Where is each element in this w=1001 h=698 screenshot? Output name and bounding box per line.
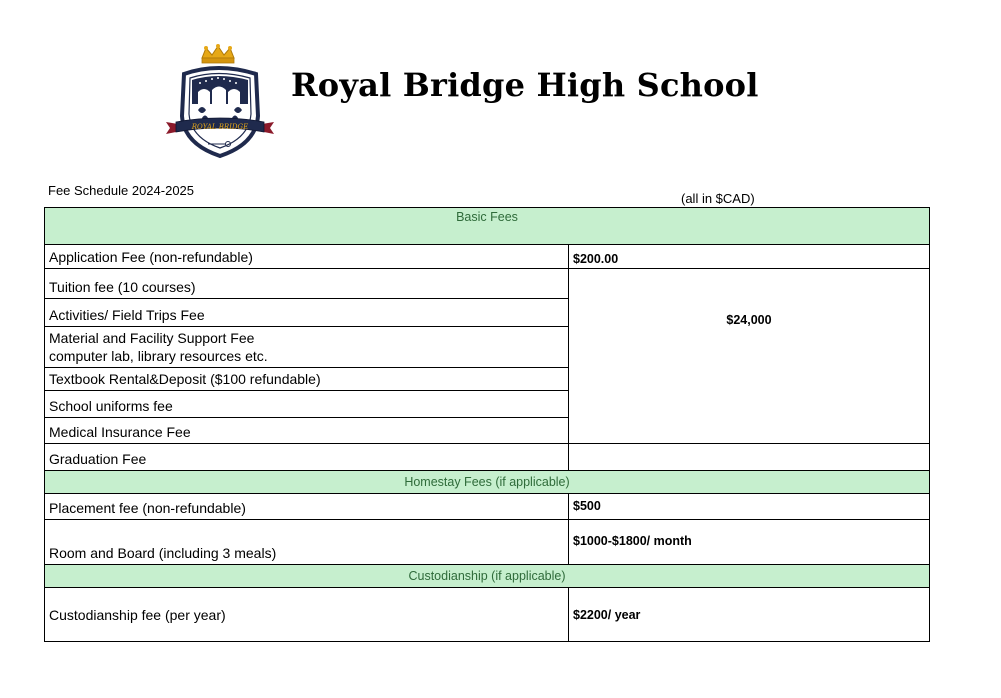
table-row: [45, 269, 930, 299]
fee-label: Textbook Rental&Deposit ($100 refundable): [45, 368, 569, 391]
fee-amount: $2200/ year: [569, 588, 930, 642]
fee-label: Medical Insurance Fee: [45, 418, 569, 444]
fee-label: Application Fee (non-refundable): [45, 245, 569, 269]
fee-label: Room and Board (including 3 meals): [45, 520, 569, 565]
section-row-custodianship: [45, 565, 930, 588]
crown-icon: [202, 44, 234, 63]
section-heading: Homestay Fees (if applicable): [45, 471, 930, 494]
combined-fee-amount: $24,000: [569, 269, 930, 444]
fee-amount: $200.00: [569, 245, 930, 269]
fee-label: Activities/ Field Trips Fee: [45, 299, 569, 327]
fee-label: Material and Facility Support Fee: [49, 330, 255, 346]
fee-label: Placement fee (non-refundable): [45, 494, 569, 520]
table-row: [45, 245, 930, 269]
fee-amount-empty: [569, 444, 930, 471]
table-row: [45, 494, 930, 520]
fee-label: School uniforms fee: [45, 391, 569, 418]
section-row-homestay: [45, 471, 930, 494]
crest-icon: [162, 44, 278, 162]
currency-note: (all in $CAD): [681, 191, 755, 206]
fee-amount: $1000-$1800/ month: [569, 520, 930, 565]
fee-label: Tuition fee (10 courses): [45, 269, 569, 299]
fee-label: Custodianship fee (per year): [45, 588, 569, 642]
table-row: [45, 444, 930, 471]
svg-text:ROYAL BRIDGE: ROYAL BRIDGE: [191, 123, 249, 131]
fee-table: [44, 207, 930, 642]
fee-amount: $500: [569, 494, 930, 520]
section-heading: Custodianship (if applicable): [45, 565, 930, 588]
section-heading: Basic Fees: [45, 208, 930, 245]
fee-label-multiline: [45, 327, 569, 368]
section-row-basic-fees: [45, 208, 930, 245]
table-row: [45, 588, 930, 642]
fee-label: Graduation Fee: [45, 444, 569, 471]
fee-sublabel: computer lab, library resources etc.: [49, 348, 268, 364]
table-row: [45, 520, 930, 565]
school-name: Royal Bridge High School: [291, 66, 759, 104]
school-crest-logo: [162, 44, 278, 162]
fee-schedule-title: Fee Schedule 2024-2025: [48, 183, 195, 198]
